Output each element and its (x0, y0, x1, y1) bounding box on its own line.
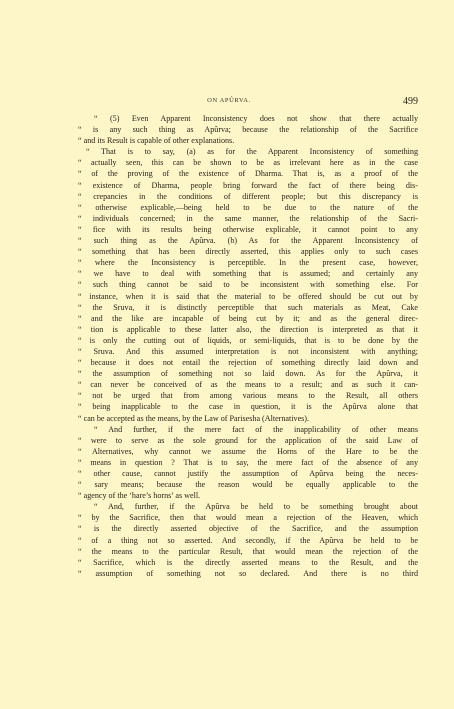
text-line: “ Sacrifice, which is the directly asserted means to the Result, and the (78, 557, 418, 567)
page-number: 499 (403, 96, 418, 107)
text-line: “ by the Sacrifice, then that would mean a rejection of the Heaven, which (78, 513, 418, 523)
text-line: “ being inapplicable to the case in question, it is the Apûrva alone that (78, 402, 418, 412)
running-title: ON APÛRVA. (207, 97, 251, 104)
text-line: “ is only the cutting out of liquids, or semi-liquids, that is to be done by the (78, 335, 418, 345)
text-line: “ the assumption of something not so laid down. As for the Apûrva, it (78, 369, 418, 379)
body-text (78, 113, 418, 579)
text-line: “ not be urged that from among various means to the Result, all others (78, 391, 418, 401)
text-line: “ and the like are incapable of being cut by it; and as the general direc- (78, 313, 418, 323)
text-line: “ such thing as the Apûrva. (b) As for the Apparent Inconsistency of (78, 236, 418, 246)
text-line: “ That is to say, (a) as for the Apparent Inconsistency of something (86, 147, 418, 157)
text-line: “ otherwise explicable,—being held to be due to the nature of the (78, 202, 418, 212)
text-line: “ the Sruva, it is distinctly perceptible that such materials as Meat, Cake (78, 302, 418, 312)
text-line: “ something that has been directly asserted, this applies only to such cases (78, 247, 418, 257)
text-line: “ assumption of something not so declared. And there is no third (78, 568, 418, 578)
text-line: “ (5) Even Apparent Inconsistency does not show that there actually (94, 114, 418, 123)
text-line: “ because it does not entail the rejection of something directly laid down and (78, 358, 418, 368)
text-line: “ agency of the ‘hare’s horns’ as well. (78, 491, 201, 501)
text-line: “ individuals concerned; in the same manner, the relationship of the Sacri- (78, 213, 418, 223)
text-line: “ where the Inconsistency is perceptible. In the present case, however, (78, 258, 418, 268)
page-header (40, 97, 418, 111)
text-line: “ other cause, cannot justify the assumption of Apûrva being the neces- (78, 469, 418, 478)
text-line: “ sary means; because the reason would be equally applicable to the (78, 480, 418, 490)
text-line: “ can be accepted as the means, by the Law of Parisesha (Alternatives). (78, 413, 310, 423)
text-line: “ means in question ? That is to say, the mere fact of the absence of any (78, 457, 418, 467)
text-line: “ and its Result is capable of other explanations. (78, 136, 235, 146)
text-line: “ instance, when it is said that the material to be offered should be cut out by (78, 291, 418, 301)
text-line: “ such thing cannot be said to be inconsistent with something else. For (78, 280, 418, 290)
text-line: “ of the proving of the existence of Dharma. That is, as a proof of the (78, 169, 418, 179)
text-line: “ Sruva. And this assumed interpretation is not inconsistent with anything; (78, 346, 418, 356)
text-line: “ crepancies in the conditions of different people; but this discrepancy is (78, 191, 418, 201)
text-line: “ is any such thing as Apûrva; because the relationship of the Sacrifice (78, 125, 418, 135)
text-line: “ fice with its results being otherwise explicable, it cannot point to any (78, 224, 418, 234)
text-line: “ tion is applicable to these latter also, the direction is interpreted as that it (78, 324, 418, 334)
text-line: “ were to serve as the sole ground for the application of the said Law of (78, 435, 418, 445)
text-line: “ is the directly asserted objective of the Sacrifice, and the assumption (78, 524, 418, 534)
text-line: “ can never be conceived of as the means to a result; and as such it can- (78, 380, 418, 390)
text-line: “ we have to deal with something that is assumed; and certainly any (78, 269, 418, 279)
text-line: “ the means to the particular Result, that would mean the rejection of the (78, 546, 418, 556)
text-line: “ And, further, if the Apûrva be held to be something brought about (94, 502, 418, 512)
text-line: “ of a thing not so asserted. And secondly, if the Apûrva be held to be (78, 535, 418, 545)
text-line: “ Alternatives, why cannot we assume the Horns of the Hare to be the (78, 446, 418, 456)
text-line: “ actually seen, this can be shown to be as irrelevant here as in the case (78, 158, 418, 168)
text-line: “ existence of Dharma, people bring forward the fact of there being dis- (78, 180, 418, 190)
text-line: “ And further, if the mere fact of the inapplicability of other means (94, 424, 418, 434)
